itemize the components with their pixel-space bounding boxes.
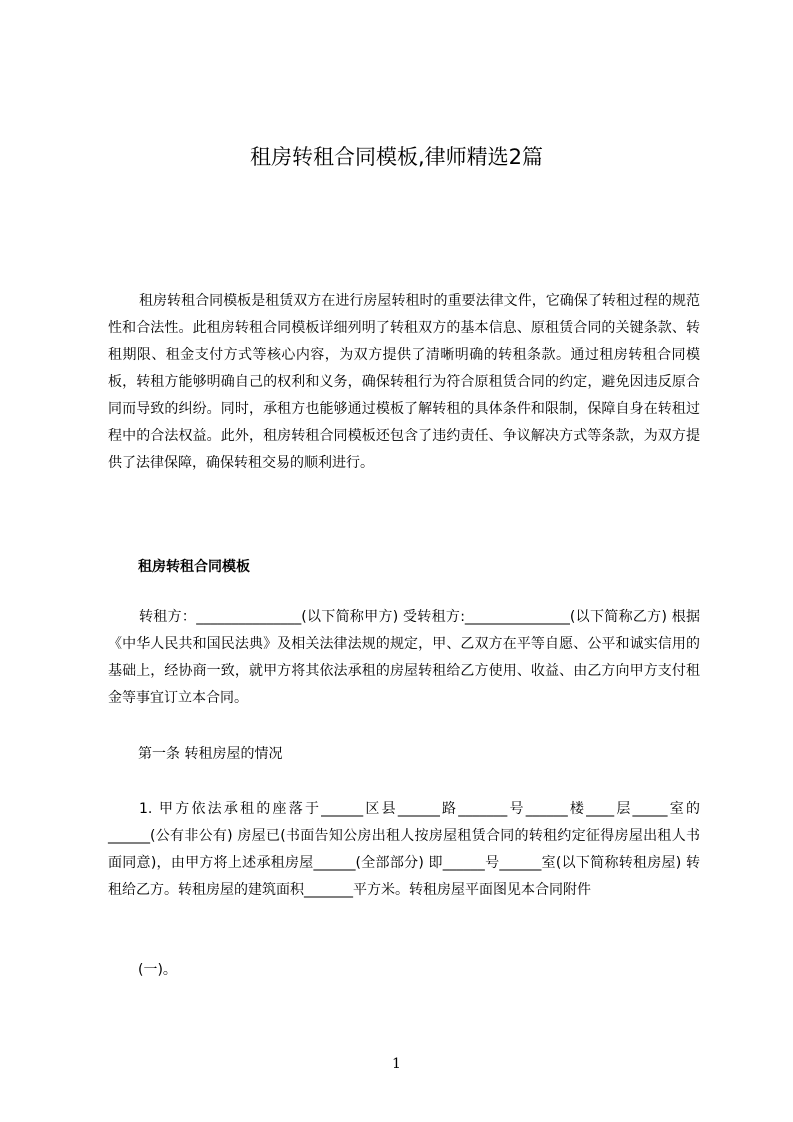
intro-paragraph: 租房转租合同模板是租赁双方在进行房屋转租时的重要法律文件，它确保了转租过程的规范性和合法性。此租房转租合同模板详细列明了转租双方的基本信息、原租赁合同的关键条款、转租期限、租金支付方式等核心内容，为双方提供了清晰明确的转租条款。通过租房转租合同模板，转租方能够明确自己的权利和义务，确保转租行为符合原租赁合同的约定，避免因违反原合同而导致的纠纷。同时，承租方也能够通过模板了解转租的具体条件和限制，保障自身在转租过程中的合法权益。此外，租房转租合同模板还包含了违约责任、争议解决方式等条款，为双方提供了法律保障，确保转租交易的顺利进行。 [108, 293, 700, 471]
article-1-sub-item: (一)。 [138, 962, 177, 978]
section-heading: 租房转租合同模板 [138, 559, 250, 575]
parties-paragraph: 转租方：_______________(以下简称甲方) 受转租方:_______________(以下简称乙方) 根据《中华人民共和国民法典》及相关法律法规的规定，甲、乙双方在平等自愿、公平和诚实信用的基础上，经协商一致，就甲方将其依法承租的房屋转租给乙方使用、收益、由乙方向甲方支付租金等事宜订立本合同。 [108, 609, 700, 706]
intro-section [108, 288, 700, 477]
article-1-clause-1: 1. 甲方依法承租的座落于______区县______路_______号______楼____层_____室的______(公有非公有) 房屋已(书面告知公房出租人按房屋租赁合同的转租约定征得房屋出租人书面同意)，由甲方将上述承租房屋______(全部部分) 即______号______室(以下简称转租房屋) 转租给乙方。转租房屋的建筑面积_______平方米。转租房屋平面图见本合同附件 [108, 801, 700, 898]
article-1-heading: 第一条 转租房屋的情况 [138, 746, 283, 762]
document-title: 租房转租合同模板,律师精选2篇 [249, 145, 544, 169]
parties-section [108, 604, 700, 712]
page-number: 1 [392, 1056, 401, 1072]
article-1-clause-section [108, 796, 700, 904]
